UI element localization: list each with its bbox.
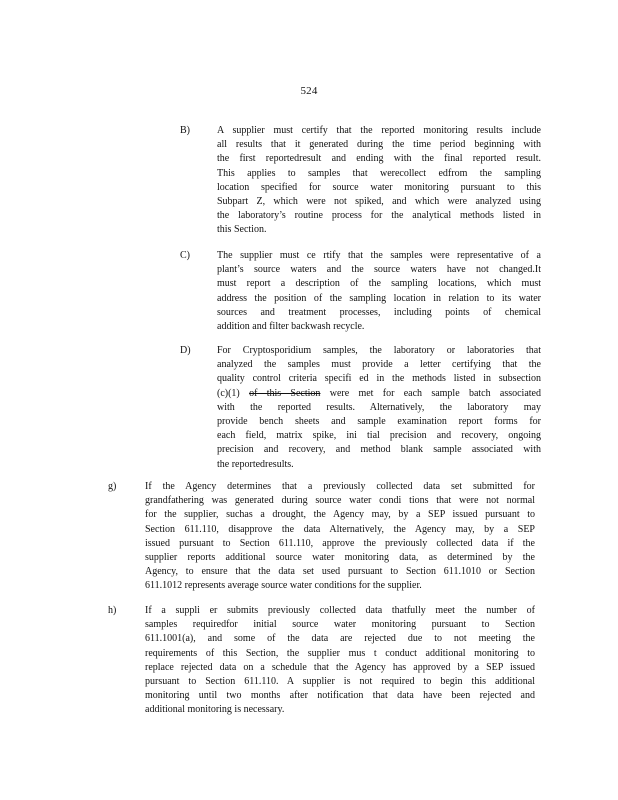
text-line: grandfathering was generated during source water condi tions that were not normal [145,495,535,507]
text-line: 611.1001(a), and some of the data are rejected due to not meeting the [145,633,535,645]
text-line: the reportedresults. [217,458,294,470]
text-line: issued pursuant to Section 611.110, approve the previously collected data if the [145,537,535,549]
text-line: precision and recovery, and method blank sample associated with [217,444,541,456]
text-line: A supplier must certify that the reported monitoring results include [217,125,541,136]
text-line: sources and treatment processes, including points of chemical [217,306,541,318]
text-line: address the position of the sampling location in relation to its water [217,292,541,304]
text-line: quality control criteria specifi ed in the methods listed in subsection [217,373,541,385]
text-line: samples requiredfor initial source water monitoring pursuant to Section [145,619,535,631]
text-line: for the supplier, suchas a drought, the Agency may, by a SEP issued pursuant to [145,509,535,521]
item-g-text [145,480,535,594]
text-line: addition and filter backwash recycle. [217,321,365,333]
text-line: This applies to samples that werecollect edfrom the sampling [217,167,541,179]
text-line: with the reported results. Alternatively, the laboratory may [217,401,541,413]
text-line: The supplier must ce rtify that the samples were representative of a [217,250,541,261]
text-line: supplier reports additional source water monitoring data, as determined by the [145,552,535,564]
page-number: 524 [300,85,318,97]
text-line: plant’s source waters and the source waters have not changed.It [217,264,541,276]
text-line: each field, matrix spike, ini tial precision and recovery, ongoing [217,430,541,442]
text-line: the laboratory’s routine process for the analytical methods listed in [217,210,541,222]
text-line: must report a description of the sampling locations, which must [217,278,541,290]
subitem-b [180,124,542,238]
subitem-d-text [217,344,541,472]
item-h-text [145,604,535,718]
citation-text: (c)(1) [217,387,240,399]
item-h [108,604,536,718]
struck-text: of this Section [249,387,321,399]
text-line: this Section. [217,224,267,236]
text-line: Section 611.110, disapprove the data Alternatively, the Agency may, by a SEP [145,523,535,535]
text-line-with-deletion [217,387,541,401]
subitem-d-label: D) [180,345,191,356]
text-line: If the Agency determines that a previously collected data set submitted for [145,481,535,492]
item-h-label: h) [108,605,117,616]
text-fragment: were met for each sample batch associated [329,387,541,399]
text-line: For Cryptosporidium samples, the laboratory or laboratories that [217,345,541,356]
text-line: If a suppli er submits previously collected data thatfully meet the number of [145,605,535,616]
text-line: provide bench sheets and sample examination report forms for [217,416,541,428]
text-line: analyzed the samples must provide a letter certifying that the [217,359,541,371]
subitem-c-text [217,249,541,334]
subitem-b-text [217,124,541,238]
text-line: Subpart Z, which were not spiked, and which were analyzed using [217,196,541,208]
text-line: pursuant to Section 611.110. A supplier is not required to begin this additional [145,676,535,688]
subitem-d [180,344,542,472]
text-line: all results that it generated during the time period beginning with [217,139,541,151]
text-line: Agency, to ensure that the data set used pursuant to Section 611.1010 or Section [145,566,535,578]
text-line: additional monitoring is necessary. [145,704,285,716]
item-g [108,480,536,594]
subitem-c-label: C) [180,250,190,261]
text-line: location specified for source water monitoring pursuant to this [217,181,541,193]
item-g-label: g) [108,481,117,492]
text-line: 611.1012 represents average source water conditions for the supplier. [145,580,422,592]
subitem-c [180,249,542,335]
text-line: the first reportedresult and ending with the final reported result. [217,153,541,165]
text-line: replace rejected data on a schedule that the Agency has approved by a SEP issued [145,661,535,673]
text-line: monitoring until two months after notification that data have been rejected and [145,690,535,702]
subitem-b-label: B) [180,125,190,136]
text-line: requirements of this Section, the supplier mus t conduct additional monitoring to [145,647,535,659]
